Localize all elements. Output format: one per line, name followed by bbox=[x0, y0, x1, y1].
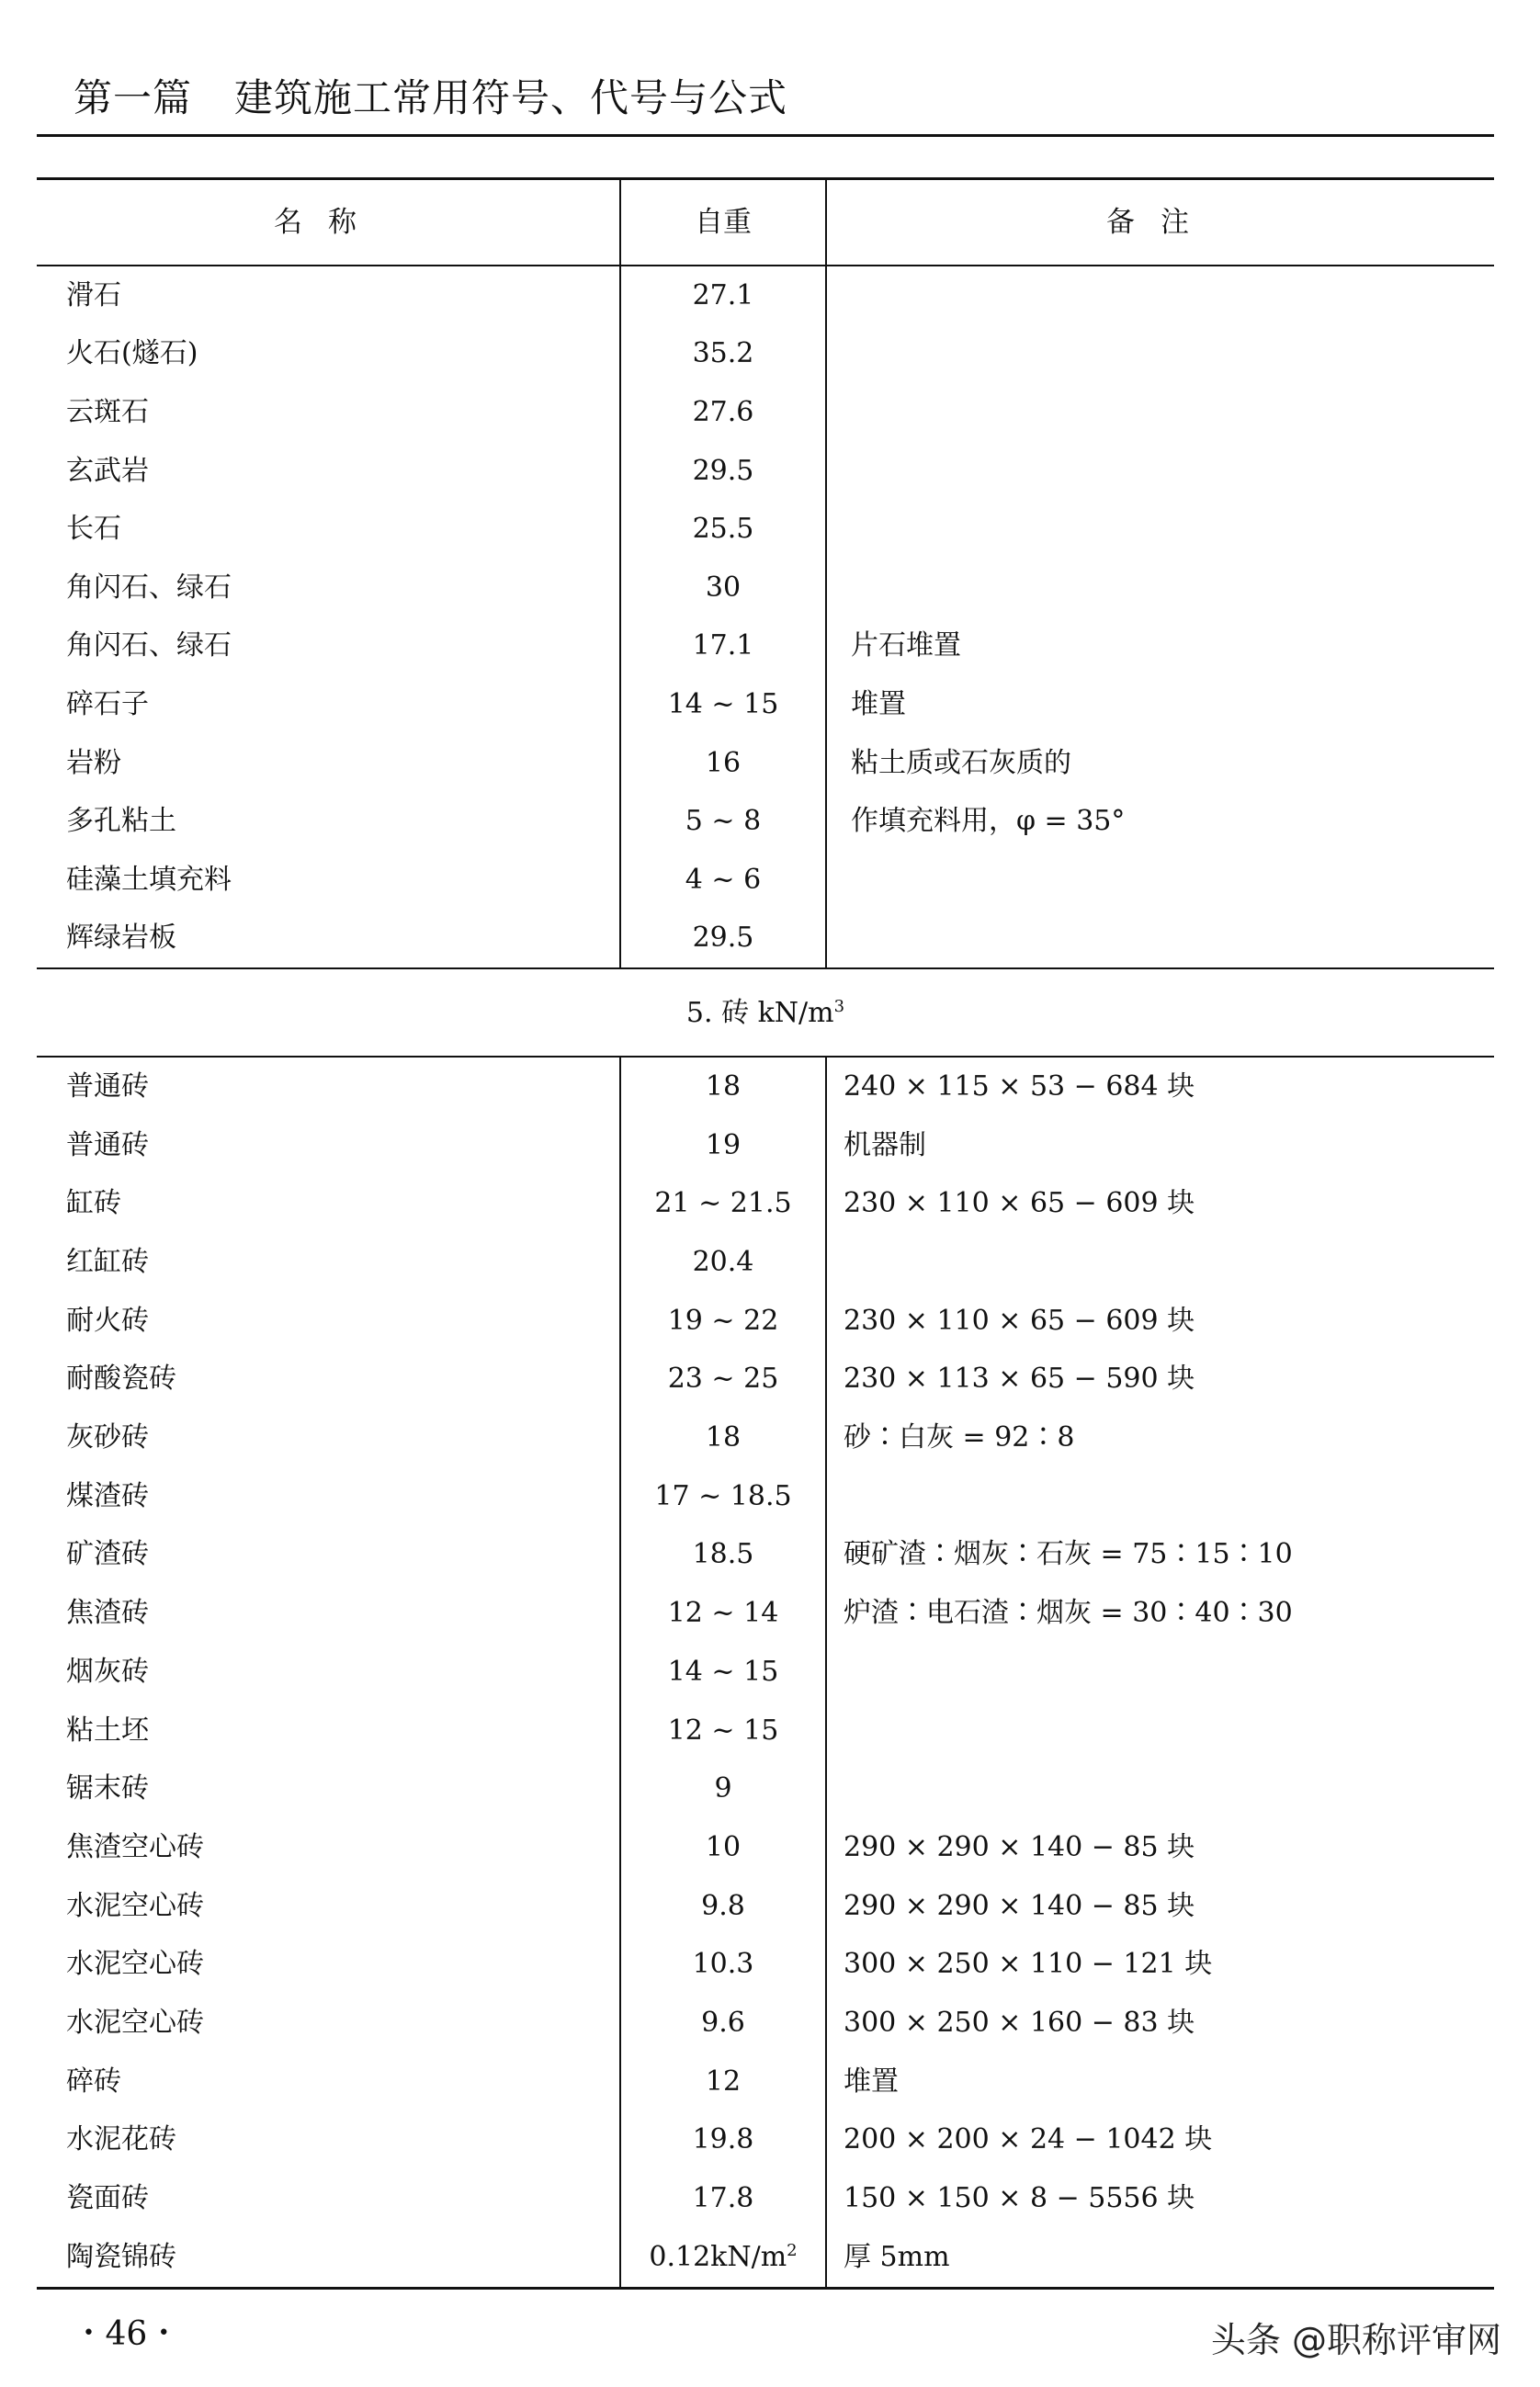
table-row bbox=[37, 442, 1494, 501]
watermark: 头条 @职称评审网 bbox=[1210, 2320, 1501, 2360]
material-note bbox=[826, 1643, 1494, 1702]
material-note bbox=[826, 910, 1494, 969]
material-weight: 5 ~ 8 bbox=[620, 792, 826, 851]
table-row bbox=[37, 1057, 1494, 1116]
material-name: 普通砖 bbox=[66, 1128, 149, 1161]
material-name: 矿渣砖 bbox=[66, 1538, 149, 1571]
material-name: 焦渣空心砖 bbox=[66, 1830, 204, 1863]
material-name: 云斑石 bbox=[66, 395, 149, 428]
material-note bbox=[826, 500, 1494, 559]
table-row bbox=[37, 266, 1494, 325]
page-header bbox=[74, 68, 787, 123]
material-note: 290 × 290 × 140 − 85 块 bbox=[844, 1889, 1195, 1922]
material-note: 硬矿渣∶烟灰∶石灰 = 75∶15∶10 bbox=[844, 1538, 1293, 1571]
material-note bbox=[826, 1702, 1494, 1760]
table-row bbox=[37, 1116, 1494, 1175]
material-note bbox=[826, 1467, 1494, 1526]
material-weight: 12 ~ 15 bbox=[620, 1702, 826, 1760]
material-note: 290 × 290 × 140 − 85 块 bbox=[844, 1830, 1195, 1863]
table-row bbox=[37, 1935, 1494, 1994]
table-row bbox=[37, 1643, 1494, 1702]
material-weight: 29.5 bbox=[620, 442, 826, 501]
material-note: 230 × 110 × 65 − 609 块 bbox=[844, 1304, 1195, 1337]
material-note: 机器制 bbox=[844, 1128, 926, 1161]
material-note bbox=[826, 559, 1494, 617]
material-name: 缸砖 bbox=[66, 1187, 121, 1220]
section-b-last bbox=[37, 2228, 1494, 2288]
weight-table bbox=[37, 177, 1494, 2290]
material-name: 硅藻土填充料 bbox=[66, 863, 232, 896]
material-weight: 23 ~ 25 bbox=[620, 1351, 826, 1409]
material-name: 陶瓷锦砖 bbox=[37, 2228, 620, 2288]
material-note: 200 × 200 × 24 − 1042 块 bbox=[844, 2123, 1213, 2156]
material-weight: 29.5 bbox=[620, 910, 826, 969]
table-row bbox=[37, 792, 1494, 851]
material-note: 砂∶白灰 = 92∶8 bbox=[844, 1421, 1075, 1454]
material-weight: 10.3 bbox=[620, 1935, 826, 1994]
table-row bbox=[37, 2111, 1494, 2170]
material-name: 粘土坯 bbox=[66, 1714, 149, 1747]
material-weight: 9.6 bbox=[620, 1994, 826, 2053]
material-name: 火石(燧石) bbox=[66, 337, 198, 370]
material-name: 水泥空心砖 bbox=[66, 2006, 204, 2039]
material-note: 240 × 115 × 53 − 684 块 bbox=[844, 1069, 1195, 1103]
header-rule bbox=[37, 134, 1494, 137]
table-row bbox=[37, 1526, 1494, 1585]
material-name: 灰砂砖 bbox=[66, 1421, 149, 1454]
section-title: 5. 砖 $kN/m^3$ bbox=[37, 968, 1494, 1057]
material-weight: 18 bbox=[620, 1057, 826, 1116]
material-name: 滑石 bbox=[66, 278, 121, 311]
material-note bbox=[826, 325, 1494, 384]
material-weight: 20.4 bbox=[620, 1233, 826, 1292]
material-note bbox=[826, 1233, 1494, 1292]
material-name: 多孔粘土 bbox=[66, 805, 176, 838]
material-note: 300 × 250 × 160 − 83 块 bbox=[844, 2006, 1195, 2039]
material-note bbox=[826, 851, 1494, 910]
material-name: 辉绿岩板 bbox=[37, 910, 620, 969]
material-weight: 18.5 bbox=[620, 1526, 826, 1585]
section-a-body bbox=[37, 266, 1494, 968]
material-name: 焦渣砖 bbox=[66, 1597, 149, 1630]
table-row bbox=[37, 2169, 1494, 2228]
material-name: 水泥空心砖 bbox=[66, 1889, 204, 1922]
material-weight: 25.5 bbox=[620, 500, 826, 559]
column-header-note: 备注 bbox=[826, 179, 1494, 266]
material-note bbox=[826, 266, 1494, 325]
material-name: 长石 bbox=[66, 513, 121, 546]
material-note bbox=[826, 442, 1494, 501]
material-note: 堆置 bbox=[851, 687, 906, 720]
table-row bbox=[37, 2228, 1494, 2288]
material-name: 碎石子 bbox=[66, 687, 149, 720]
column-header-weight: 自重 bbox=[620, 179, 826, 266]
table-row bbox=[37, 1408, 1494, 1467]
material-weight: 21 ~ 21.5 bbox=[620, 1175, 826, 1234]
material-weight: 14 ~ 15 bbox=[620, 1643, 826, 1702]
material-weight: 17.1 bbox=[620, 617, 826, 676]
material-note bbox=[826, 1759, 1494, 1818]
table-header-row bbox=[37, 179, 1494, 266]
table-row bbox=[37, 1759, 1494, 1818]
material-note: 厚 5mm bbox=[826, 2228, 1494, 2288]
material-note: 230 × 110 × 65 − 609 块 bbox=[844, 1187, 1195, 1220]
table-row bbox=[37, 1877, 1494, 1936]
material-name: 耐火砖 bbox=[66, 1304, 149, 1337]
material-weight: 27.1 bbox=[620, 266, 826, 325]
material-name: 水泥空心砖 bbox=[66, 1948, 204, 1981]
table-row bbox=[37, 1467, 1494, 1526]
material-weight: 4 ~ 6 bbox=[620, 851, 826, 910]
material-weight: 17.8 bbox=[620, 2169, 826, 2228]
material-name: 烟灰砖 bbox=[66, 1655, 149, 1688]
material-name: 水泥花砖 bbox=[66, 2123, 176, 2156]
section-b-header bbox=[37, 968, 1494, 1057]
material-weight: 35.2 bbox=[620, 325, 826, 384]
chapter-title: 建筑施工常用符号、代号与公式 bbox=[234, 75, 788, 120]
material-name: 普通砖 bbox=[66, 1069, 149, 1103]
material-name: 锯末砖 bbox=[66, 1772, 149, 1805]
material-name: 碎砖 bbox=[66, 2065, 121, 2098]
material-weight: 12 ~ 14 bbox=[620, 1584, 826, 1643]
material-weight: 12 bbox=[620, 2053, 826, 2111]
material-weight: 10 bbox=[620, 1818, 826, 1877]
material-note bbox=[826, 383, 1494, 442]
material-weight: 19 ~ 22 bbox=[620, 1292, 826, 1351]
material-note: 片石堆置 bbox=[851, 629, 961, 662]
table-row bbox=[37, 1818, 1494, 1877]
material-name: 角闪石、绿石 bbox=[66, 571, 232, 604]
material-name: 耐酸瓷砖 bbox=[66, 1363, 176, 1396]
material-weight: $0.12kN/m^2$ bbox=[620, 2228, 826, 2288]
material-note: 炉渣∶电石渣∶烟灰 = 30∶40∶30 bbox=[844, 1597, 1293, 1630]
table-row bbox=[37, 325, 1494, 384]
material-name: 瓷面砖 bbox=[66, 2182, 149, 2215]
material-weight: 27.6 bbox=[620, 383, 826, 442]
material-weight: 19.8 bbox=[620, 2111, 826, 2170]
table-row bbox=[37, 1233, 1494, 1292]
section-title-row bbox=[37, 968, 1494, 1057]
material-weight: 16 bbox=[620, 734, 826, 793]
table-row bbox=[37, 910, 1494, 969]
table-row bbox=[37, 1351, 1494, 1409]
material-name: 红缸砖 bbox=[66, 1246, 149, 1279]
table-row bbox=[37, 675, 1494, 734]
material-note: 300 × 250 × 110 − 121 块 bbox=[844, 1948, 1213, 1981]
material-note: 作填充料用，φ = 35° bbox=[851, 805, 1126, 838]
table-row bbox=[37, 500, 1494, 559]
material-name: 煤渣砖 bbox=[66, 1479, 149, 1512]
material-weight: 19 bbox=[620, 1116, 826, 1175]
table-row bbox=[37, 734, 1494, 793]
table-row bbox=[37, 1175, 1494, 1234]
material-note: 粘土质或石灰质的 bbox=[851, 746, 1071, 779]
table-row bbox=[37, 383, 1494, 442]
table-row bbox=[37, 851, 1494, 910]
material-weight: 30 bbox=[620, 559, 826, 617]
section-b-body bbox=[37, 1057, 1494, 2228]
page-number: • 46 • bbox=[83, 2315, 170, 2353]
table-row bbox=[37, 559, 1494, 617]
material-note: 堆置 bbox=[844, 2065, 899, 2098]
table-row bbox=[37, 1702, 1494, 1760]
material-name: 玄武岩 bbox=[66, 454, 149, 487]
table-row bbox=[37, 1292, 1494, 1351]
table-row bbox=[37, 2053, 1494, 2111]
material-weight: 14 ~ 15 bbox=[620, 675, 826, 734]
part-label: 第一篇 bbox=[74, 75, 193, 120]
material-name: 岩粉 bbox=[66, 746, 121, 779]
material-name: 角闪石、绿石 bbox=[66, 629, 232, 662]
table-row bbox=[37, 617, 1494, 676]
material-note: 150 × 150 × 8 − 5556 块 bbox=[844, 2182, 1195, 2215]
material-note: 230 × 113 × 65 − 590 块 bbox=[844, 1363, 1195, 1396]
table-row bbox=[37, 1584, 1494, 1643]
material-weight: 9 bbox=[620, 1759, 826, 1818]
material-weight: 18 bbox=[620, 1408, 826, 1467]
column-header-name: 名称 bbox=[37, 179, 620, 266]
material-weight: 9.8 bbox=[620, 1877, 826, 1936]
table-row bbox=[37, 1994, 1494, 2053]
material-weight: 17 ~ 18.5 bbox=[620, 1467, 826, 1526]
